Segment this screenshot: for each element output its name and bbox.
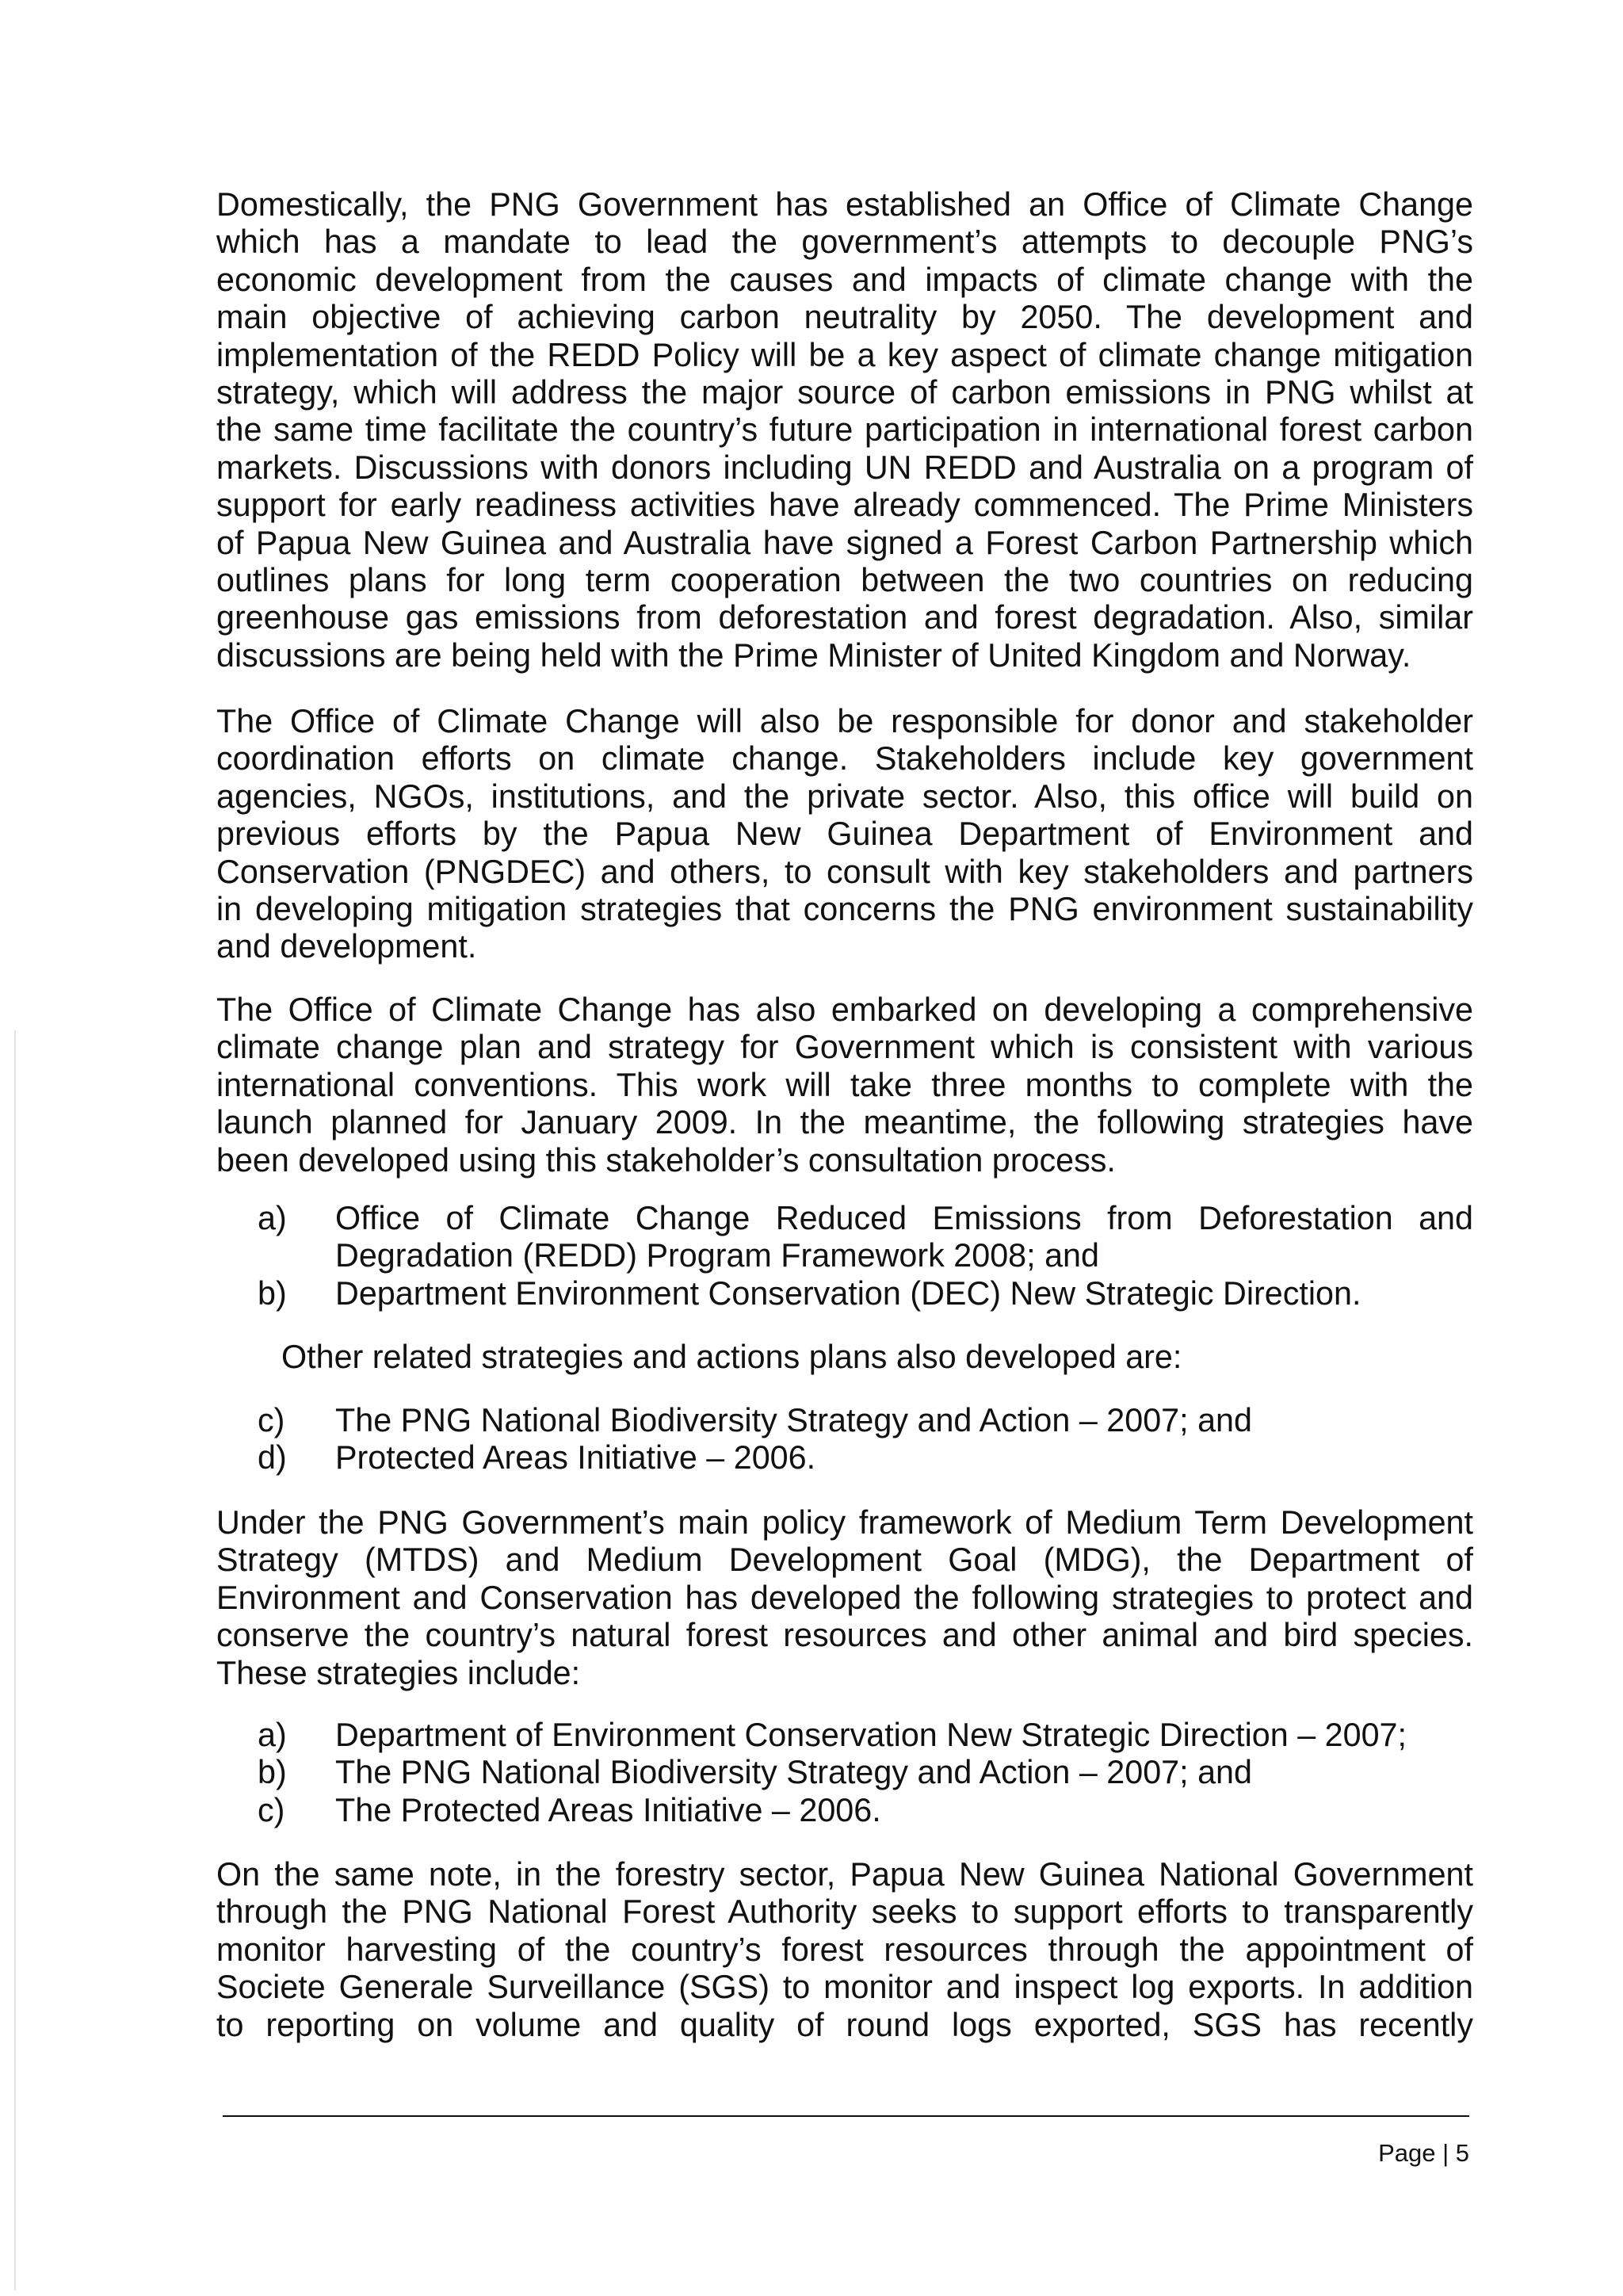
list-marker: c) [258,1791,285,1828]
related-strategies-intro [281,1339,1473,1376]
paragraph-line: The Office of Climate Change has also embarked on developing a comprehensive [216,991,1473,1028]
dec-strategies-list [258,1717,1473,1829]
paragraph-line: Conservation (PNGDEC) and others, to consult with key stakeholders and partners [216,853,1473,890]
paragraph-line: economic development from the causes and impacts of climate change with the [216,261,1473,298]
paragraph-line: of Papua New Guinea and Australia have signed a Forest Carbon Partnership which [216,524,1473,561]
paragraph-stakeholder-coordination [216,703,1473,966]
list-item [258,1792,1473,1829]
paragraph-line: climate change plan and strategy for Government which is consistent with various [216,1029,1473,1066]
list-marker: b) [258,1274,287,1312]
list-item [258,1200,1473,1275]
paragraph-line: outlines plans for long term cooperation between the two countries on reducing [216,561,1473,598]
paragraph-line: Domestically, the PNG Government has established an Office of Climate Change [216,186,1473,223]
list-item-line: Degradation (REDD) Program Framework 2008; and [335,1237,1099,1274]
list-item-line: The PNG National Biodiversity Strategy and Action – 2007; and [335,1402,1252,1438]
paragraph-line: through the PNG National Forest Authority seeks to support efforts to transparently [216,1893,1473,1931]
paragraph-line: discussions are being held with the Prime Minister of United Kingdom and Norway. [216,636,1411,674]
list-item [258,1402,1473,1439]
paragraph-climate-change-office [216,186,1473,674]
paragraph-line: These strategies include: [216,1654,581,1691]
paragraph-line: and development. [216,928,477,965]
paragraph-policy-framework [216,1504,1473,1692]
list-item [258,1275,1473,1312]
scan-edge-line [14,1030,16,2290]
list-item-line: The PNG National Biodiversity Strategy and Action – 2007; and [335,1754,1252,1791]
paragraph-line: greenhouse gas emissions from deforestation and forest degradation. Also, similar [216,599,1473,636]
list-item-line: The Protected Areas Initiative – 2006. [335,1791,881,1828]
list-item-line: Protected Areas Initiative – 2006. [335,1439,816,1477]
paragraph-line: main objective of achieving carbon neutrality by 2050. The development and [216,299,1473,336]
list-marker: c) [258,1402,285,1438]
list-marker: a) [258,1200,287,1236]
related-strategies-list [258,1402,1473,1477]
list-marker: d) [258,1439,287,1477]
paragraph-line: launch planned for January 2009. In the meantime, the following strategies have [216,1104,1473,1141]
paragraph-line: to reporting on volume and quality of round logs exported, SGS has recently [216,2006,1473,2043]
list-marker: a) [258,1717,287,1753]
list-item [258,1754,1473,1791]
paragraph-line: Environment and Conservation has developed the following strategies to protect and [216,1579,1473,1616]
paragraph-line: the same time facilitate the country’s future participation in international forest carbon [216,411,1473,449]
paragraph-climate-change-plan [216,991,1473,1179]
paragraph-line: Under the PNG Government’s main policy framework of Medium Term Development [216,1504,1473,1541]
paragraph-line: previous efforts by the Papua New Guinea Department of Environment and [216,816,1473,853]
paragraph-line: been developed using this stakeholder’s consultation process. [216,1141,1116,1179]
paragraph-line: international conventions. This work will take three months to complete with the [216,1066,1473,1103]
paragraph-line: monitor harvesting of the country’s forest resources through the appointment of [216,1931,1473,1968]
list-marker: b) [258,1754,287,1791]
list-item-line: Office of Climate Change Reduced Emissions from Deforestation and [335,1200,1473,1236]
list-item [258,1717,1473,1754]
page-number: Page | 5 [1378,2139,1469,2167]
list-item [258,1439,1473,1477]
paragraph-line: coordination efforts on climate change. Stakeholders include key government [216,740,1473,777]
list-item-line: Department Environment Conservation (DEC) New Strategic Direction. [335,1274,1361,1312]
paragraph-forestry-sector [216,1856,1473,2044]
strategies-list [258,1200,1473,1312]
paragraph-line: The Office of Climate Change will also be responsible for donor and stakeholder [216,703,1473,739]
paragraph-line: Strategy (MTDS) and Medium Development Goal (MDG), the Department of [216,1541,1473,1579]
paragraph-line: in developing mitigation strategies that concerns the PNG environment sustainability [216,890,1473,927]
paragraph-line: Societe Generale Surveillance (SGS) to monitor and inspect log exports. In addition [216,1969,1473,2006]
paragraph-line: strategy, which will address the major source of carbon emissions in PNG whilst at [216,373,1473,411]
paragraph-line: On the same note, in the forestry sector, Papua New Guinea National Government [216,1856,1473,1893]
paragraph-line: markets. Discussions with donors including UN REDD and Australia on a program of [216,449,1473,486]
paragraph-line: which has a mandate to lead the government’s attempts to decouple PNG’s [216,223,1473,261]
paragraph-line: conserve the country’s natural forest resources and other animal and bird species. [216,1617,1473,1654]
paragraph-line: implementation of the REDD Policy will be a key aspect of climate change mitigation [216,336,1473,373]
list-item-line: Department of Environment Conservation New Strategic Direction – 2007; [335,1717,1407,1753]
footer-divider [223,2115,1469,2117]
paragraph-line: support for early readiness activities have already commenced. The Prime Ministers [216,487,1473,524]
paragraph-line: Other related strategies and actions plans also developed are: [281,1339,1182,1375]
paragraph-line: agencies, NGOs, institutions, and the private sector. Also, this office will build on [216,777,1473,815]
